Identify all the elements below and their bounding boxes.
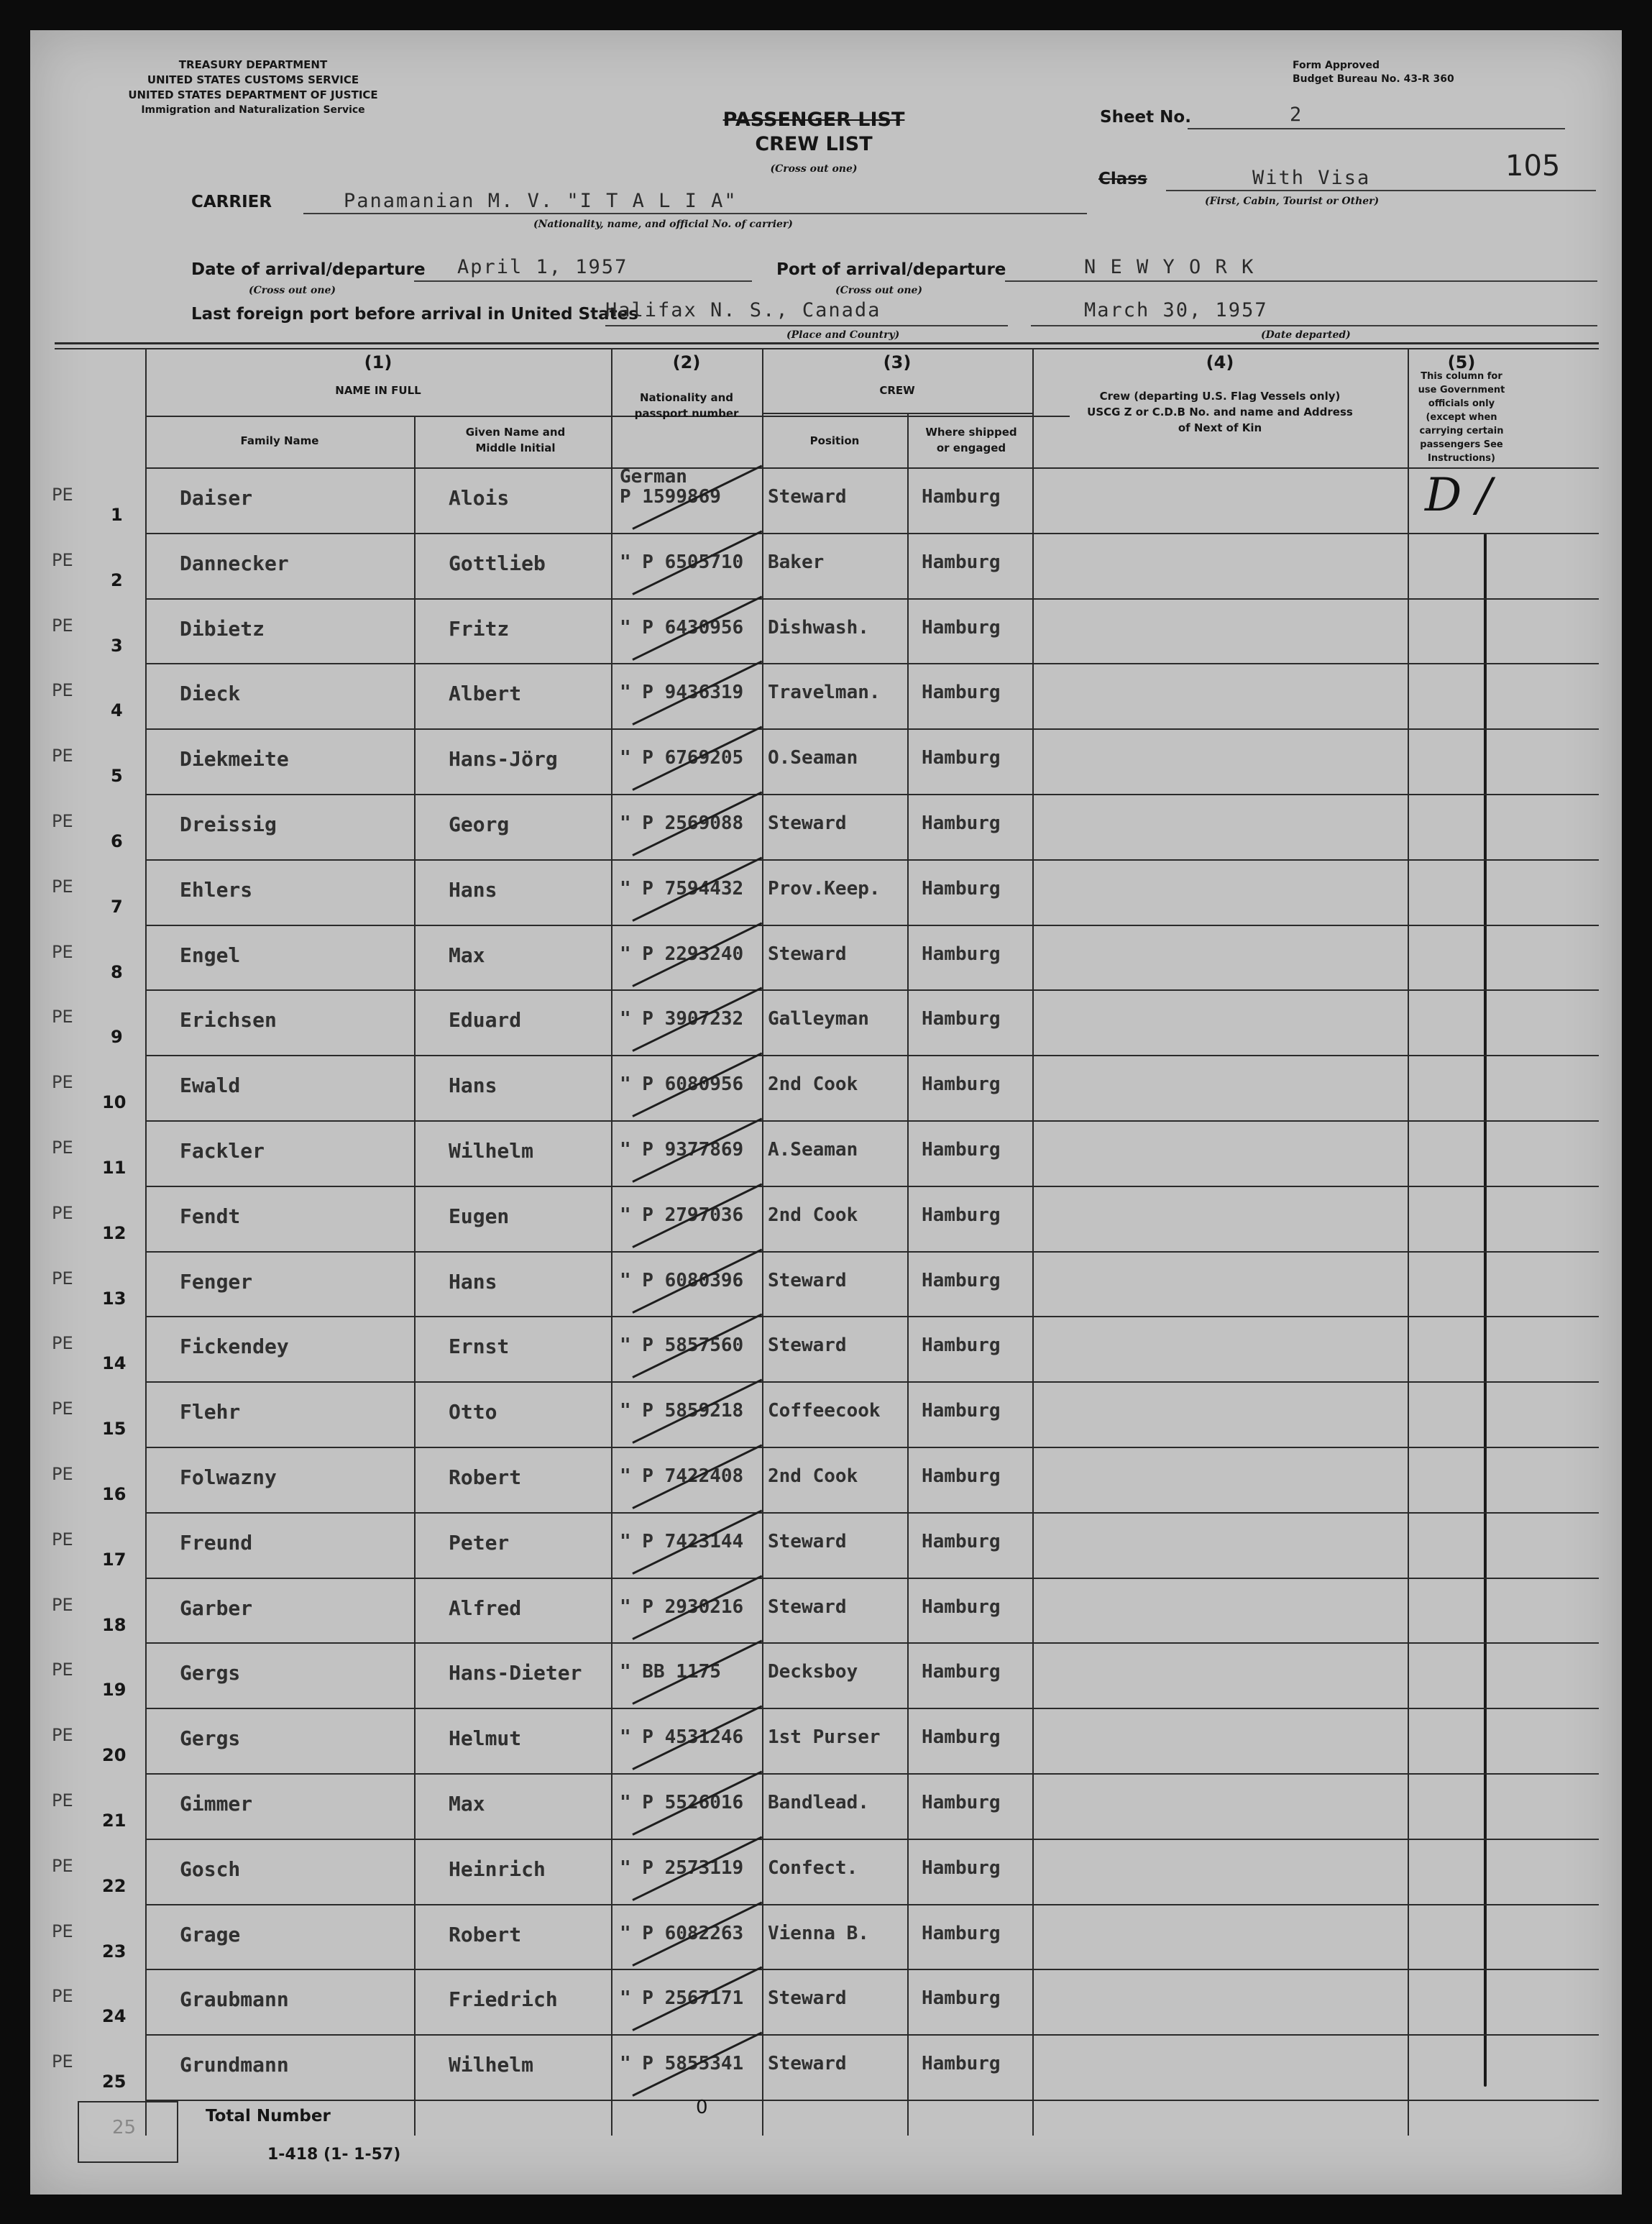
shipped-at: Hamburg [922,1596,1001,1618]
family-name: Erichsen [180,1008,277,1033]
row-number: 1 [111,505,123,525]
row-rule [145,1578,1599,1579]
shipped-at: Hamburg [922,682,1001,704]
col5-number: (5) [1447,352,1476,372]
row-rule [145,1969,1599,1970]
shipped-at: Hamburg [922,1008,1001,1030]
position: Prov.Keep. [768,877,881,900]
col1-number: (1) [364,352,393,372]
col2-title: Nationality and passport number [634,391,739,420]
page-number: 105 [1505,150,1561,183]
family-name: Diekmeite [180,747,289,772]
row-number: 14 [102,1353,127,1374]
row-mark: PE [52,811,73,831]
row-mark: PE [52,615,73,636]
row-mark: PE [52,941,73,962]
row-rule [145,2100,1599,2101]
family-name: Ewald [180,1074,241,1098]
row-mark: PE [52,680,73,701]
row-mark: PE [52,1660,73,1680]
row-mark: PE [52,1790,73,1811]
row-number: 24 [102,2006,127,2027]
passport-number: " P 6080396 [620,1269,744,1291]
row-rule [145,1251,1599,1253]
given-name: Robert [449,1465,522,1489]
passport-number: P 1599869 [620,486,721,508]
port-value: N E W Y O R K [1084,256,1255,278]
given-name: Fritz [449,616,510,641]
col-line-3b [907,413,909,2136]
position: Steward [768,1987,847,2010]
row-rule [145,1773,1599,1775]
family-name: Grage [180,1922,241,1946]
position: Baker [768,551,825,573]
position: Steward [768,1530,847,1552]
col5-title: This column for use Government officials only (except when carrying certain passengers See Instructions) [1418,371,1505,464]
passport-number: " P 9377869 [620,1139,744,1161]
row-number: 9 [111,1027,123,1048]
given-name: Max [449,943,485,967]
family-name: Dannecker [180,551,289,575]
row-mark: PE [52,1072,73,1093]
date-value: April 1, 1957 [457,256,628,278]
row-number: 22 [102,1875,127,1896]
passport-number: " P 5859218 [620,1400,744,1422]
row-mark: PE [52,1268,73,1289]
passport-number: " P 6769205 [620,747,744,769]
col3-title: CREW [879,384,915,397]
col3-number: (3) [883,352,912,372]
date-departed-underline [1031,325,1597,326]
shipped-at: Hamburg [922,1269,1001,1291]
shipped-at: Hamburg [922,1335,1001,1357]
row-mark: PE [52,1399,73,1419]
last-port-underline [605,325,1008,326]
row-rule [145,1316,1599,1317]
row-number: 20 [102,1745,127,1766]
passport-number: " P 5526016 [620,1792,744,1813]
passport-number: " P 6080956 [620,1074,744,1096]
row-number: 2 [111,569,123,590]
row-mark: PE [52,1986,73,2007]
family-name: Dreissig [180,813,277,836]
date-underline [414,280,752,282]
col3a-title: Position [809,434,860,447]
shipped-at: Hamburg [922,1074,1001,1096]
position: Steward [768,943,847,965]
row-number: 13 [102,1288,127,1309]
row-number: 15 [102,1419,127,1440]
table-top-rule-2 [55,348,1599,349]
row-rule [145,2034,1599,2036]
passport-number: " P 2573119 [620,1857,744,1879]
row-number: 10 [102,1092,127,1113]
family-name: Gimmer [180,1792,253,1816]
class-label: Class [1098,170,1147,188]
row-rule [145,1904,1599,1905]
col-line-0 [145,348,147,2136]
given-name: Peter [449,1530,510,1555]
row-number: 3 [111,635,123,656]
date-departed-hint: (Date departed) [1261,329,1351,341]
header-bottom-rule [145,467,1599,469]
total-value: 25 [112,2117,137,2138]
header-subrule-3 [762,413,1032,414]
col5-vertical-stroke [1484,534,1487,2087]
row-rule [145,794,1599,795]
col-line-1 [611,348,612,2136]
position: 1st Purser [768,1726,881,1749]
position: Galleyman [768,1008,869,1030]
given-name: Heinrich [449,1857,546,1881]
port-label: Port of arrival/departure [776,260,1006,279]
carrier-value: Panamanian M. V. "I T A L I A" [344,190,738,212]
given-name: Otto [449,1400,497,1424]
row-rule [145,1512,1599,1514]
position: 2nd Cook [768,1074,858,1096]
carrier-underline [303,213,1087,214]
family-name: Fickendey [180,1335,289,1359]
row-mark: PE [52,876,73,897]
family-name: Freund [180,1530,253,1555]
family-name: Ehlers [180,877,253,902]
row-mark: PE [52,1333,73,1354]
sheet-number: 2 [1290,104,1303,126]
position: Dishwash. [768,616,869,639]
position: Coffeecook [768,1400,881,1422]
row-rule [145,663,1599,664]
passport-number: " P 5855341 [620,2053,744,2075]
given-name: Georg [449,813,510,836]
agency-line: TREASURY DEPARTMENT [178,58,328,71]
row-number: 5 [111,766,123,787]
shipped-at: Hamburg [922,877,1001,900]
form-title [684,108,943,181]
footer-mark: 0 [696,2097,708,2118]
family-name: Gergs [180,1661,241,1685]
family-name: Dieck [180,682,241,706]
position: Steward [768,1335,847,1357]
row-rule [145,533,1599,534]
family-name: Dibietz [180,616,265,641]
row-rule [145,1381,1599,1383]
class-hint: (First, Cabin, Tourist or Other) [1205,196,1380,207]
shipped-at: Hamburg [922,486,1001,508]
shipped-at: Hamburg [922,1792,1001,1813]
given-name: Alfred [449,1596,522,1620]
position: Steward [768,1269,847,1291]
family-name: Gergs [180,1726,241,1751]
passport-number: " P 5857560 [620,1335,744,1357]
given-name: Hans [449,877,497,902]
passport-number: " P 3907232 [620,1008,744,1030]
row-rule [145,598,1599,600]
col2-number: (2) [672,352,701,372]
last-port-hint: (Place and Country) [786,329,900,341]
position: 2nd Cook [768,1204,858,1226]
position: Vienna B. [768,1922,869,1944]
date-departed-value: March 30, 1957 [1084,299,1268,321]
col-line-3 [1032,348,1034,2136]
col3b-title: Where shipped or engaged [925,426,1017,454]
shipped-at: Hamburg [922,747,1001,769]
row-rule [145,1186,1599,1187]
last-port-value: Halifax N. S., Canada [605,299,881,321]
passport-number: " P 2567171 [620,1987,744,2010]
given-name: Gottlieb [449,551,546,575]
given-name: Robert [449,1922,522,1946]
position: Steward [768,1596,847,1618]
shipped-at: Hamburg [922,813,1001,834]
passport-number: " P 6505710 [620,551,744,573]
row-mark: PE [52,2051,73,2072]
shipped-at: Hamburg [922,1204,1001,1226]
row-rule [145,1120,1599,1122]
row-number: 21 [102,1811,127,1831]
manifest-sheet [30,30,1622,2195]
shipped-at: Hamburg [922,2053,1001,2075]
row-number: 16 [102,1484,127,1504]
given-name: Hans [449,1269,497,1294]
family-name: Daiser [180,486,253,510]
given-name: Albert [449,682,522,706]
passport-number: " P 9436319 [620,682,744,704]
carrier-label: CARRIER [191,193,272,211]
row-rule [145,728,1599,730]
row-number: 6 [111,831,123,851]
form-approved-line: Form Approved [1293,60,1380,71]
total-label: Total Number [206,2107,331,2125]
given-name: Max [449,1792,485,1816]
agency-line: UNITED STATES CUSTOMS SERVICE [147,73,359,86]
family-name: Folwazny [180,1465,277,1489]
row-mark: PE [52,549,73,570]
row-number: 19 [102,1680,127,1701]
port-underline [1005,280,1597,282]
row-mark: PE [52,1529,73,1550]
row-number: 17 [102,1549,127,1570]
row-mark: PE [52,1725,73,1746]
given-name: Ernst [449,1335,510,1359]
passport-number: " P 2569088 [620,813,744,834]
row-mark: PE [52,1855,73,1876]
family-name: Fackler [180,1139,265,1163]
given-name: Alois [449,486,510,510]
port-hint: (Cross out one) [835,285,923,296]
given-name: Hans-Dieter [449,1661,582,1685]
shipped-at: Hamburg [922,1139,1001,1161]
position: Steward [768,813,847,834]
row-rule [145,1708,1599,1709]
row-rule [145,859,1599,861]
col4-title: Crew (departing U.S. Flag Vessels only) USCG Z or C.D.B No. and name and Address of Next of Kin [1087,390,1353,434]
class-value: With Visa [1252,167,1371,189]
row-number: 18 [102,1614,127,1635]
position: 2nd Cook [768,1465,858,1487]
shipped-at: Hamburg [922,1922,1001,1944]
sheet-underline [1188,128,1565,129]
family-name: Gosch [180,1857,241,1881]
position: O.Seaman [768,747,858,769]
row-number: 23 [102,1941,127,1962]
position: Bandlead. [768,1792,869,1813]
row-rule [145,989,1599,991]
carrier-hint: (Nationality, name, and official No. of carrier) [533,219,793,230]
title-cross-hint: (Cross out one) [770,163,858,175]
position: A.Seaman [768,1139,858,1161]
row-rule [145,1839,1599,1840]
date-label: Date of arrival/departure [191,260,426,279]
position: Travelman. [768,682,881,704]
shipped-at: Hamburg [922,1726,1001,1749]
row-mark: PE [52,1202,73,1223]
row-number: 12 [102,1222,127,1243]
col-line-1b [414,416,416,2136]
passport-number: " P 6082263 [620,1922,744,1944]
row-mark: PE [52,1921,73,1941]
class-underline [1166,190,1596,191]
passport-number: " P 4531246 [620,1726,744,1749]
row-number: 8 [111,961,123,982]
given-name: Eduard [449,1008,522,1033]
given-name: Friedrich [449,1987,558,2012]
passport-number: " P 2293240 [620,943,744,965]
col1a-title: Family Name [240,434,319,447]
date-hint: (Cross out one) [249,285,336,296]
family-name: Engel [180,943,241,967]
row-number: 4 [111,700,123,721]
family-name: Garber [180,1596,253,1620]
position: Steward [768,2053,847,2075]
header-subrule-1 [145,416,1070,417]
family-name: Flehr [180,1400,241,1424]
passport-number: " P 2797036 [620,1204,744,1226]
shipped-at: Hamburg [922,551,1001,573]
shipped-at: Hamburg [922,616,1001,639]
row-rule [145,1642,1599,1644]
col-line-2 [762,348,763,2136]
row-number: 7 [111,896,123,917]
row-mark: PE [52,1464,73,1484]
passport-number: " P 6430956 [620,616,744,639]
passport-number: " P 7423144 [620,1530,744,1552]
position: Decksboy [768,1661,858,1683]
given-name: Helmut [449,1726,522,1751]
form-number: 1-418 (1- 1-57) [267,2146,401,2164]
given-name: Hans-Jörg [449,747,558,772]
agency-line: UNITED STATES DEPARTMENT OF JUSTICE [128,88,378,101]
row-mark: PE [52,746,73,766]
shipped-at: Hamburg [922,1857,1001,1879]
title-crew-list: CREW LIST [755,133,873,155]
row-mark: PE [52,485,73,505]
col1-title: NAME IN FULL [335,384,421,397]
last-port-label: Last foreign port before arrival in United States [191,305,638,324]
shipped-at: Hamburg [922,1465,1001,1487]
position: Steward [768,486,847,508]
budget-bureau-line: Budget Bureau No. 43-R 360 [1293,73,1454,85]
row-rule [145,1447,1599,1448]
family-name: Fendt [180,1204,241,1228]
row-rule [145,1055,1599,1056]
row-mark: PE [52,1138,73,1158]
family-name: Graubmann [180,1987,289,2012]
given-name: Eugen [449,1204,510,1228]
title-passenger-list: PASSENGER LIST [722,109,905,131]
row-number: 25 [102,2072,127,2092]
shipped-at: Hamburg [922,1987,1001,2010]
agency-line: Immigration and Naturalization Service [141,104,365,116]
shipped-at: Hamburg [922,1400,1001,1422]
shipped-at: Hamburg [922,1661,1001,1683]
passport-number: " BB 1175 [620,1661,721,1683]
form-approved [1293,59,1454,86]
col1b-title: Given Name and Middle Initial [465,426,566,454]
row-mark: PE [52,1594,73,1615]
family-name: Grundmann [180,2053,289,2077]
passport-number: " P 7594432 [620,877,744,900]
row-number: 11 [102,1158,127,1178]
row-rule [145,925,1599,926]
shipped-at: Hamburg [922,1530,1001,1552]
family-name: Fenger [180,1269,253,1294]
sheet-label: Sheet No. [1100,108,1191,127]
row-mark: PE [52,1007,73,1028]
agency-header [73,58,433,118]
nationality-note: German [620,466,687,488]
table-top-rule [55,342,1599,344]
col5-annotation: D / [1425,469,1492,522]
given-name: Hans [449,1074,497,1098]
given-name: Wilhelm [449,2053,534,2077]
given-name: Wilhelm [449,1139,534,1163]
col4-number: (4) [1206,352,1234,372]
passport-number: " P 2930216 [620,1596,744,1618]
total-box [78,2101,178,2163]
position: Confect. [768,1857,858,1879]
col-line-4 [1408,348,1409,2136]
shipped-at: Hamburg [922,943,1001,965]
passport-number: " P 7422408 [620,1465,744,1487]
